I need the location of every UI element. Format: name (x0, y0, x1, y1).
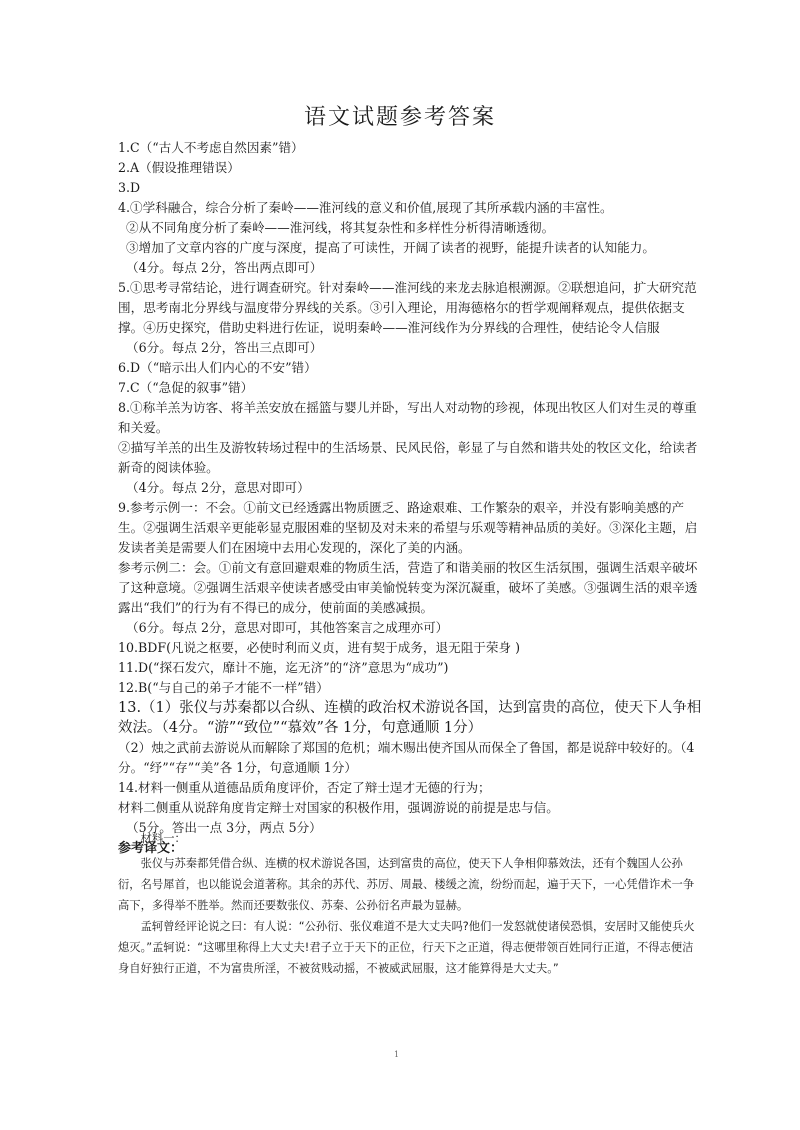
answer-line: 7.C（“急促的叙事”错） (118, 380, 254, 395)
reference-heading: 参考译文： (118, 841, 184, 856)
answer-line: ③增加了文章内容的广度与深度，提高了可读性，开阔了读者的视野，能提升读者的认知能力。 (126, 240, 655, 255)
answer-score: （4分。每点 2分，答出两点即可） (126, 260, 323, 275)
answer-line: 13.（1）张仪与苏秦都以合纵、连横的政治权术游说各国，达到富贵的高位，使天下人争相效法。（4分。“游”“致位”“慕效”各 1分，句意通顺 1分） (118, 700, 702, 736)
answer-line: 10.BDF(凡说之枢要，必使时利而义贞，进有契于成务，退无阻于荣身 ) (118, 640, 520, 655)
answer-line: 12.B(“与自己的弟子才能不一样”错） (118, 680, 329, 695)
answer-score: （4分。每点 2分，意思对即可） (126, 480, 310, 495)
translation-paragraph: 孟轲曾经评论说之曰：有人说：“公孙衍、张仪难道不是大丈夫吗?他们一发怒就使诸侯恐惧，安居时又能使兵火熄灭。”孟轲说：“这哪里称得上大丈夫!君子立于天下的正位，行天下之正道，得志便带领百姓同行正道，不得志便洁身自好独行正道，不为富贵所淫，不被贫贱动摇，不被威武屈服，这才能算得是大丈夫。” (118, 920, 695, 975)
page-number: 1 (394, 1050, 400, 1059)
answer-line: 2.A（假设推理错误） (118, 160, 240, 175)
answer-line: 材料二侧重从说辞角度肯定辩士对国家的积极作用，强调游说的前提是忠与信。 (118, 800, 559, 815)
answer-line: 4.①学科融合，综合分析了秦岭——淮河线的意义和价值,展现了其所承载内涵的丰富性。 (118, 200, 613, 215)
answer-line: ②从不同角度分析了秦岭——淮河线，将其复杂性和多样性分析得清晰透彻。 (126, 220, 555, 235)
answer-line: 11.D(“探石发穴，靡计不施，迄无济”的“济”意思为“成功”) (118, 660, 449, 675)
answer-score: （6分。每点 2分，意思对即可，其他答案言之成理亦可） (126, 620, 449, 635)
answer-line: 9.参考示例一：不会。①前文已经透露出物质匮乏、路途艰难、工作繁杂的艰辛，并没有影响美感的产生。②强调生活艰辛更能彰显克服困难的坚韧及对未来的希望与乐观等精神品质的美好。③深化主题，启发读者美是需要人们在困境中去用心发现的，深化了美的内涵。 (118, 500, 698, 555)
answer-score: （6分。每点 2分，答出三点即可） (126, 340, 323, 355)
answer-line: 5.①思考寻常结论，进行调查研究。针对秦岭——淮河线的来龙去脉追根溯源。②联想追问，扩大研究范围，思考南北分界线与温度带分界线的关系。③引入理论，用海德格尔的哲学观阐释观点，提供依据支撑。④历史探究，借助史料进行佐证，说明秦岭——淮河线作为分界线的合理性，使结论令人信服 (118, 280, 697, 335)
material-label: 材料一： (140, 832, 186, 845)
answer-score: （5分。答出一点 3分，两点 5分） (126, 820, 322, 835)
answer-line: 3.D (118, 180, 141, 195)
answer-line: 14.材料一侧重从道德品质角度评价，否定了辩士逞才无德的行为； (118, 780, 491, 795)
answer-line: （2）烛之武前去游说从而解除了郑国的危机；端木赐出使齐国从而保全了鲁国，都是说辞中较好的。（4分。“纾”“存”“美”各 1分，句意通顺 1分） (118, 740, 695, 775)
answer-line: 1.C（“古人不考虑自然因素”错） (118, 140, 304, 155)
page-title: 语文试题参考答案 (303, 105, 496, 130)
answer-line: 参考示例二：会。①前文有意回避艰难的物质生活，营造了和谐美丽的牧区生活氛围，强调生活艰辛破坏了这种意境。②强调生活艰辛使读者感受由审美愉悦转变为深沉凝重，破坏了美感。③强调生活的艰辛透露出“我们”的行为有不得已的成分，使前面的美感减损。 (118, 560, 698, 615)
answer-line: ②描写羊羔的出生及游牧转场过程中的生活场景、民风民俗，彰显了与自然和谐共处的牧区文化，给读者新奇的阅读体验。 (118, 440, 698, 475)
answer-list (118, 138, 703, 860)
answer-line: 8.①称羊羔为访客、将羊羔安放在摇篮与婴儿并卧，写出人对动物的珍视，体现出牧区人们对生灵的尊重和关爱。 (118, 400, 697, 435)
answer-line: 6.D（“暗示出人们内心的不安”错） (118, 360, 317, 375)
translation-section (118, 828, 703, 979)
translation-paragraph: 张仪与苏秦都凭借合纵、连横的权术游说各国，达到富贵的高位，使天下人争相仰慕效法，还有个魏国人公孙衍，名号犀首，也以能说会道著称。其余的苏代、苏厉、周最、楼缓之流，纷纷而起，遍于天下，一心凭借诈术一争高下，多得举不胜举。然而还要数张仪、苏秦、公孙衍名声最为显赫。 (118, 857, 695, 912)
